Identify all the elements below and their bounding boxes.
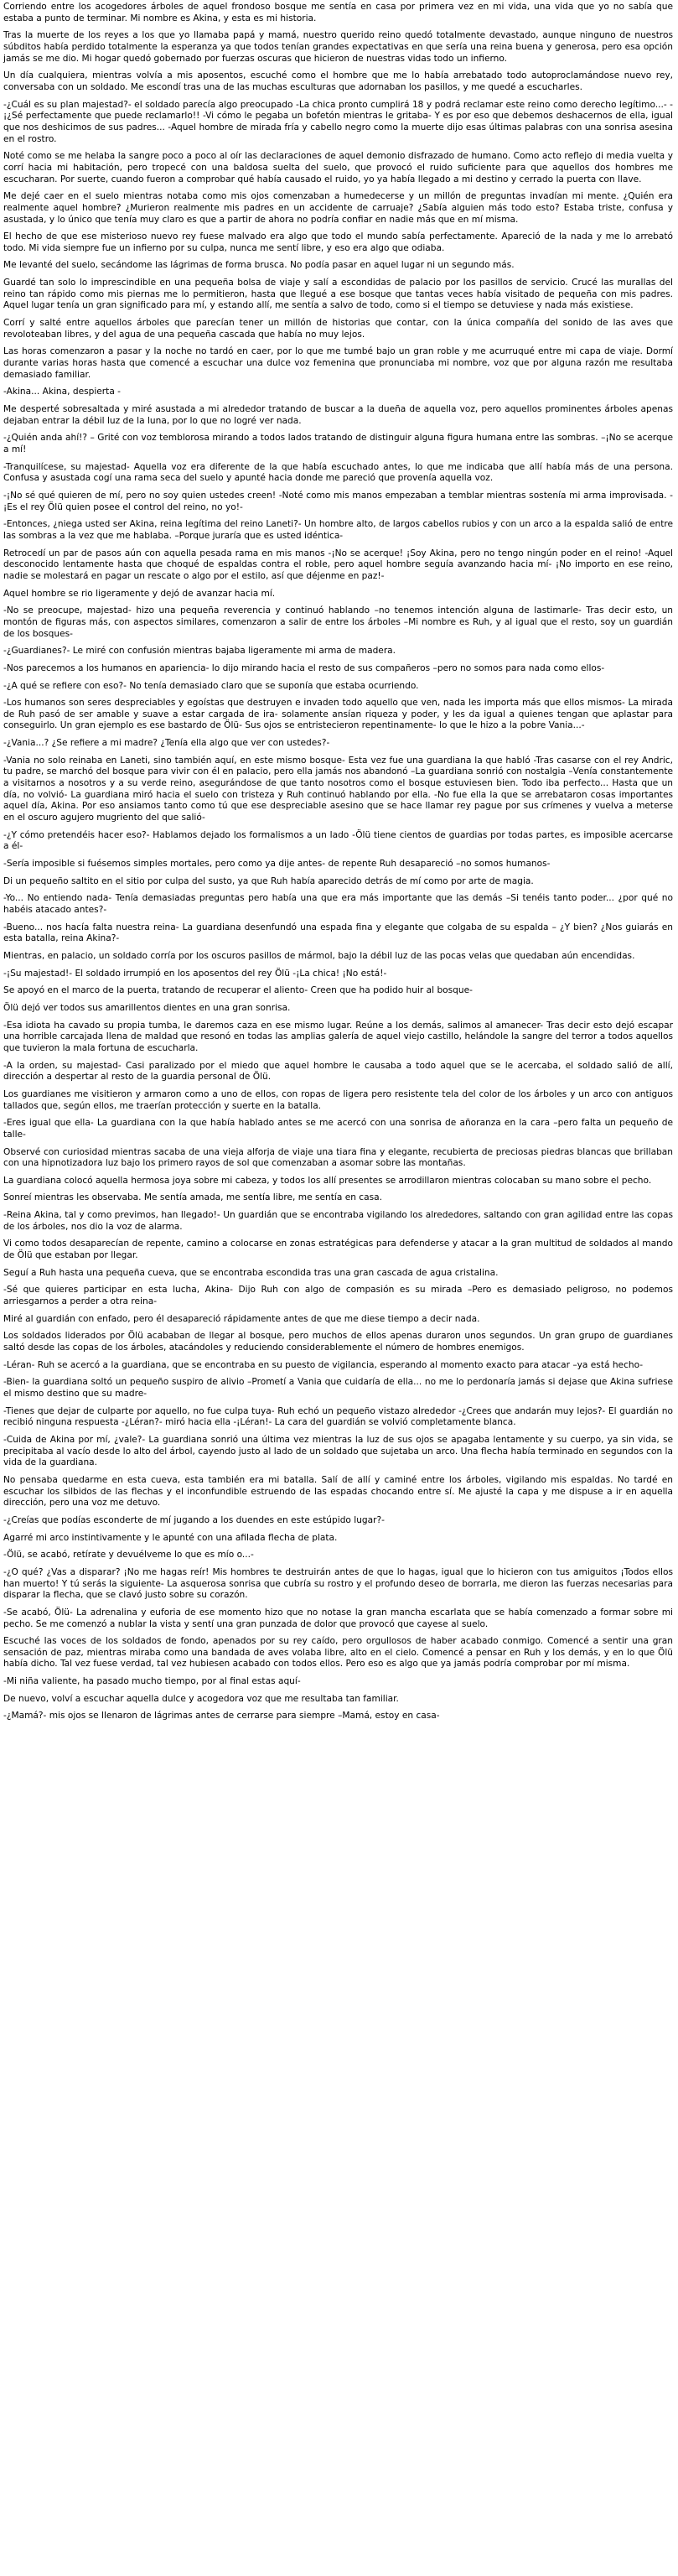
story-paragraph: Agarré mi arco instintivamente y le apunté con una afilada flecha de plata. [3,1532,338,1543]
story-paragraph: Noté como se me helaba la sangre poco a poco al oír las declaraciones de aquel demonio disfrazado de humano. Como acto reflejo di media vuelta y corrí hacia mi habitación, pero tropecé con una baldosa suelta del suelo, que provocó el ruido suficiente para que aquellos dos hombres me escucharan. Por suerte, cuando fueron a comprobar qué había causado el ruido, yo ya había llegado a mi destino y cerrado la puerta con llave. [3,151,673,184]
story-paragraph: -Tranquilícese, su majestad- Aquella voz era diferente de la que había escuchado antes, lo que me indicaba que allí había más de una persona. Confusa y asustada cogí una rama seca del suelo y apunté hacia donde me pareció que provenía aquella voz. [3,461,673,484]
story-paragraph: Ölü dejó ver todos sus amarillentos dientes en una gran sonrisa. [3,1002,291,1013]
story-paragraph: Corrí y salté entre aquellos árboles que parecían tener un millón de historias que contar, con la única compañía del sonido de las aves que revoloteaban libres, y del agua de una pequeña cascada que había no muy lejos. [3,318,673,340]
story-paragraph: -Bueno... nos hacía falta nuestra reina- La guardiana desenfundó una espada fina y elegante que colgaba de su espalda – ¿Y bien? ¿Nos guiarás en esta batalla, reina Akina?- [3,922,673,944]
story-paragraph: -Entonces, ¿niega usted ser Akina, reina legítima del reino Laneti?- Un hombre alto, de largos cabellos rubios y con un arco a la espalda salió de entre las sombras a la vez que me hablaba. –Porque juraría que es usted idéntica- [3,519,673,541]
story-paragraph: -Vania no solo reinaba en Laneti, sino también aquí, en este mismo bosque- Esta vez fue una guardiana la que habló -Tras casarse con el rey Andric, tu padre, se marchó del bosque para vivir con él en palacio, pero ella jamás nos abandonó –La guardiana sonrió con nostalgia –Venía constantemente a visitarnos a nosotros y a su verde reino, asegurándose de que tanto nosotros como el bosque estuviesen bien. Todo iba perfecto... Hasta que un día, no volvió- La guardiana miró hacia el suelo con tristeza y Ruh continuó hablando por ella. -No fue ella la que se arrebataron cosas importantes aquel día, Akina. Por eso ansiamos tanto como tú que ese despreciable asesino que se hace llamar rey pague por sus crímenes y vuelva a meterse en el oscuro agujero mugriento del que salió- [3,755,673,823]
story-paragraph: Escuché las voces de los soldados de fondo, apenados por su rey caído, pero orgullosos de haber acabado conmigo. Comencé a sentir una gran sensación de paz, mientras miraba como una bandada de aves volaba libre, alto en el cielo. Comencé a pensar en Ruh y los demás, y en lo que Ölü había dicho. Tal vez fuese verdad, tal vez hubiesen acabado con todos ellos. Pero eso es algo que ya jamás podría comprobar por mí misma. [3,1636,673,1670]
story-paragraph: Seguí a Ruh hasta una pequeña cueva, que se encontraba escondida tras una gran cascada de agua cristalina. [3,1267,499,1278]
story-paragraph: -¿Cuál es su plan majestad?- el soldado parecía algo preocupado -La chica pronto cumplirá 18 y podrá reclamar este reino como derecho legítimo...- -¡¿Sé perfectamente que puede reclamarlo!! -Vi cómo le pegaba un bofetón mientras le gritaba- Y es por eso que debemos deshacernos de ella, igual que nos deshicimos de sus padres... -Aquel hombre de mirada fría y cabello negro como la muerte dijo esas últimas palabras con una sonrisa asesina en el rostro. [3,99,673,144]
story-paragraph: -Nos parecemos a los humanos en apariencia- lo dijo mirando hacia el resto de sus compañeros –pero no somos para nada como ellos- [3,662,605,673]
story-paragraph: Observé con curiosidad mientras sacaba de una vieja alforja de viaje una tiara fina y elegante, recubierta de preciosas piedras blancas que brillaban con una hipnotizadora luz bajo los primero rayos de sol que comenzaban a asomar sobre las montañas. [3,1146,673,1169]
story-paragraph: Los soldados liderados por Ölü acababan de llegar al bosque, pero muchos de ellos apenas duraron unos segundos. Un gran grupo de guardianes saltó desde las copas de los árboles, atacándoles y reduciendo considerablemente el número de hombres enemigos. [3,1331,673,1353]
story-paragraph: -¡No sé qué quieren de mí, pero no soy quien ustedes creen! -Noté como mis manos empezaban a temblar mientras sostenía mi arma improvisada. -¡Es el rey Ölü quien posee el control del reino, no yo!- [3,490,673,512]
story-paragraph: -Mi niña valiente, ha pasado mucho tiempo, por al final estas aquí- [3,1676,301,1687]
story-paragraph: Se apoyó en el marco de la puerta, tratando de recuperar el aliento- Creen que ha podido huir al bosque- [3,985,473,996]
story-paragraph: -A la orden, su majestad- Casi paralizado por el miedo que aquel hombre le causaba a todo aquel que se le acercaba, el soldado salió de allí, dirección a despertar al resto de la guardia personal de Ölü. [3,1060,673,1083]
story-paragraph: Sonreí mientras les observaba. Me sentía amada, me sentía libre, me sentía en casa. [3,1192,383,1203]
story-paragraph: -Sé que quieres participar en esta lucha, Akina- Dijo Ruh con algo de compasión es su mirada –Pero es demasiado peligroso, no podemos arriesgarnos a perder a otra reina- [3,1285,673,1307]
story-paragraph: Miré al guardián con enfado, pero él desapareció rápidamente antes de que me diese tiempo a decir nada. [3,1313,480,1324]
story-paragraph: Aquel hombre se rio ligeramente y dejó de avanzar hacia mí. [3,588,276,599]
story-paragraph: Me dejé caer en el suelo mientras notaba como mis ojos comenzaban a humedecerse y un millón de preguntas invadían mi mente. ¿Quién era realmente aquel hombre? ¿Murieron realmente mis padres en un accidente de carruaje? ¿Sabía alguien más todo esto? Estaba triste, confusa y asustada, y lo único que tenía muy claro es que a partir de ahora no podría confiar en nadie más que en mí misma. [3,191,673,225]
story-paragraph: -¿Y cómo pretendéis hacer eso?- Hablamos dejado los formalismos a un lado -Ölü tiene cientos de guardias por todas partes, es imposible acercarse a él- [3,829,673,852]
story-paragraph: -Esa idiota ha cavado su propia tumba, le daremos caza en ese mismo lugar. Reúne a los demás, salimos al amanecer- Tras decir esto dejó escapar una horrible carcajada llena de maldad que resonó en todas las amplias galería de aquel viejo castillo, helándole la sangre del terror a todos aquellos que tuvieron la mala fortuna de escucharla. [3,1020,673,1053]
story-paragraph: Di un pequeño saltito en el sitio por culpa del susto, ya que Ruh había aparecido detrás de mí como por arte de magia. [3,875,534,886]
story-paragraph: De nuevo, volví a escuchar aquella dulce y acogedora voz que me resultaba tan familiar. [3,1693,399,1704]
story-paragraph: -¿O qué? ¿Vas a disparar? ¡No me hagas reír! Mis hombres te destruirán antes de que lo hagas, igual que lo hicieron con tus amiguitos ¡Todos ellos han muerto! Y tú serás la siguiente- La asquerosa sonrisa que cubría su rostro y el profundo deseo de borrarla, me dieron las fuerzas necesarias para disparar la flecha, que se clavó justo sobre su corazón. [3,1566,673,1601]
story-paragraph: No pensaba quedarme en esta cueva, esta también era mi batalla. Salí de allí y caminé entre los árboles, vigilando mis espaldas. No tardé en escuchar los silbidos de las flechas y el inconfundible estruendo de las espadas chocando entre sí. Me ajusté la capa y me dispuse a ir en aquella dirección, pero una voz me detuvo. [3,1474,673,1509]
story-paragraph: -Tienes que dejar de culparte por aquello, no fue culpa tuya- Ruh echó un pequeño vistazo alrededor -¿Crees que andarán muy lejos?- El guardián no recibió ninguna respuesta -¿Léran?- miró hacia ella -¡Léran!- La cara del guardián se volvió completamente blanca. [3,1405,673,1428]
story-paragraph: Retrocedí un par de pasos aún con aquella pesada rama en mis manos -¡No se acerque! ¡Soy Akina, pero no tengo ningún poder en el reino! -Aquel desconocido lentamente hasta que choqué de espaldas contra el roble, pero aquel hombre seguía avanzando hacia mí- ¡No importo en ese reino, nadie se molestará en pagar un rescate o algo por el estilo, así que déjenme en paz!- [3,548,673,581]
story-paragraph: -Sería imposible si fuésemos simples mortales, pero como ya dije antes- de repente Ruh desapareció –no somos humanos- [3,859,551,870]
story-paragraph: -¿Mamá?- mis ojos se llenaron de lágrimas antes de cerrarse para siempre –Mamá, estoy en casa- [3,1711,440,1722]
story-paragraph: Guardé tan solo lo imprescindible en una pequeña bolsa de viaje y salí a escondidas de palacio por los pasillos de servicio. Crucé las murallas del reino tan rápido como mis piernas me lo permitieron, hasta que llegué a ese bosque que tantas veces había visitado de pequeña con mis padres. Aquel lugar tenía un gran significado para mí, y estando allí, me sentía a salvo de todo, como si el tiempo se detuviese y nada más existiese. [3,278,673,311]
story-paragraph: -Ölü, se acabó, retírate y devuélveme lo que es mío o...- [3,1550,254,1561]
story-paragraph: -Los humanos son seres despreciables y egoístas que destruyen e invaden todo aquello que ven, nada les importa más que ellos mismos- La mirada de Ruh pasó de ser amable y suave a estar cargada de ira- solamente ansían riqueza y poder, y les da igual a quienes tengan que aplastar para conseguirlo. Un gran ejemplo es ese bastardo de Ölü- Sus ojos se entristecieron repentinamente- lo que le hizo a la pobre Vania...- [3,698,673,731]
story-paragraph: -Léran- Ruh se acercó a la guardiana, que se encontraba en su puesto de vigilancia, esperando al momento exacto para atacar –ya está hecho- [3,1359,644,1370]
story-paragraph: -Yo... No entiendo nada- Tenía demasiadas preguntas pero había una que era más importante que las demás –Si tenéis tanto poder... ¿por qué no habéis atacado antes?- [3,893,673,915]
story-paragraph: -Eres igual que ella- La guardiana con la que había hablado antes se me acercó con una sonrisa de añoranza en la cara –pero falta un pequeño de talle- [3,1118,673,1140]
story-paragraph: -¿Guardianes?- Le miré con confusión mientras bajaba ligeramente mi arma de madera. [3,646,396,657]
story-paragraph: Los guardianes me visitieron y armaron como a uno de ellos, con ropas de ligera pero resistente tela del color de los árboles y un arco con antiguos tallados que, según ellos, me traerían protección y suerte en la batalla. [3,1088,673,1111]
story-paragraph: -Reina Akina, tal y como previmos, han llegado!- Un guardián que se encontraba vigilando los alrededores, saltando con gran agilidad entre las copas de los árboles, nos dio la voz de alarma. [3,1210,673,1232]
story-paragraph: -Akina... Akina, despierta - [3,387,121,397]
story-paragraph: -¿Creías que podías esconderte de mí jugando a los duendes en este estúpido lugar?- [3,1514,385,1525]
story-paragraph: -¿Vania...? ¿Se refiere a mi madre? ¿Tenía ella algo que ver con ustedes?- [3,738,330,749]
story-paragraph: Las horas comenzaron a pasar y la noche no tardó en caer, por lo que me tumbé bajo un gran roble y me acurruqué entre mi capa de viaje. Dormí durante varias horas hasta que comencé a escuchar una dulce voz femenina que pronunciaba mi nombre, voz que por alguna razón me resultaba demasiado familiar. [3,346,673,380]
story-paragraph: -¿Quién anda ahí!? – Grité con voz temblorosa mirando a todos lados tratando de distinguir alguna figura humana entre las sombras. –¡No se acerque a mí! [3,433,673,454]
story-paragraph: -Bien- la guardiana soltó un pequeño suspiro de alivio –Prometí a Vania que cuidaría de ella... no me lo perdonaría jamás si dejase que Akina sufriese el mismo destino que su madre- [3,1377,673,1399]
story-paragraph: -¿A qué se refiere con eso?- No tenía demasiado claro que se suponía que estaba ocurriendo. [3,680,419,691]
story-paragraph: -No se preocupe, majestad- hizo una pequeña reverencia y continuó hablando –no tenemos intención alguna de lastimarle- Tras decir esto, un montón de figuras más, con aspectos similares, comenzaron a salir de entre los árboles –Mi nombre es Ruh, y al igual que el resto, soy un guardián de los bosques- [3,605,673,639]
story-paragraph: Mientras, en palacio, un soldado corría por los oscuros pasillos de mármol, bajo la débil luz de las pocas velas que quedaban aún encendidas. [3,950,635,961]
story-paragraph: La guardiana colocó aquella hermosa joya sobre mi cabeza, y todos los allí presentes se arrodillaron mientras colocaban su mano sobre el pecho. [3,1175,652,1186]
story-paragraph: El hecho de que ese misterioso nuevo rey fuese malvado era algo que todo el mundo sabía perfectamente. Apareció de la nada y me lo arrebató todo. Mi vida siempre fue un infierno por su culpa, nunca me sentí libre, y eso era algo que odiaba. [3,231,673,253]
story-paragraph: -¡Su majestad!- El soldado irrumpió en los aposentos del rey Ölü -¡La chica! ¡No está!- [3,968,387,979]
story-paragraph: Un día cualquiera, mientras volvía a mis aposentos, escuché como el hombre que me lo había arrebatado todo autoproclamándose nuevo rey, conversaba con un soldado. Me escondí tras una de las muchas esculturas que adornaban los pasillos, y me quedé a escucharles. [3,70,673,92]
story-paragraph: Corriendo entre los acogedores árboles de aquel frondoso bosque me sentía en casa por primera vez en mi vida, una vida que yo no sabía que estaba a punto de terminar. Mi nombre es Akina, y esta es mi historia. [3,2,673,23]
story-paragraph: Tras la muerte de los reyes a los que yo llamaba papá y mamá, nuestro querido reino quedó totalmente devastado, aunque ninguno de nuestros súbditos había perdido totalmente la esperanza ya que todos tenían grandes expectativas en que sería una reina buena y generosa, pero esa opción jamás se me dio. Mi hogar quedó gobernado por fuerzas oscuras que hicieron de nuestras vidas todo un infierno. [3,30,673,64]
story-paragraph: Me desperté sobresaltada y miré asustada a mi alrededor tratando de buscar a la dueña de aquella voz, pero aquellos prominentes árboles apenas dejaban entrar la débil luz de la luna, por lo que no logré ver nada. [3,404,673,426]
story-paragraph: -Se acabó, Ölü- La adrenalina y euforia de ese momento hizo que no notase la gran mancha escarlata que se había comenzado a formar sobre mi pecho. Se me comenzó a nublar la vista y sentí una gran punzada de dolor que provocó que cayese al suelo. [3,1607,673,1629]
story-paragraph: -Cuida de Akina por mí, ¿vale?- La guardiana sonrió una última vez mientras la luz de sus ojos se apagaba lentamente y su cuerpo, ya sin vida, se precipitaba al vacío desde lo alto del árbol, cayendo justo al lado de un soldado que sujetaba un arco. Una flecha había terminado en segundos con la vida de la guardiana. [3,1434,673,1468]
story-paragraph: Me levanté del suelo, secándome las lágrimas de forma brusca. No podía pasar en aquel lugar ni un segundo más. [3,260,515,271]
story-paragraph: Vi como todos desaparecían de repente, camino a colocarse en zonas estratégicas para defenderse y atacar a la gran multitud de soldados al mando de Ölü que estaban por llegar. [3,1239,673,1261]
